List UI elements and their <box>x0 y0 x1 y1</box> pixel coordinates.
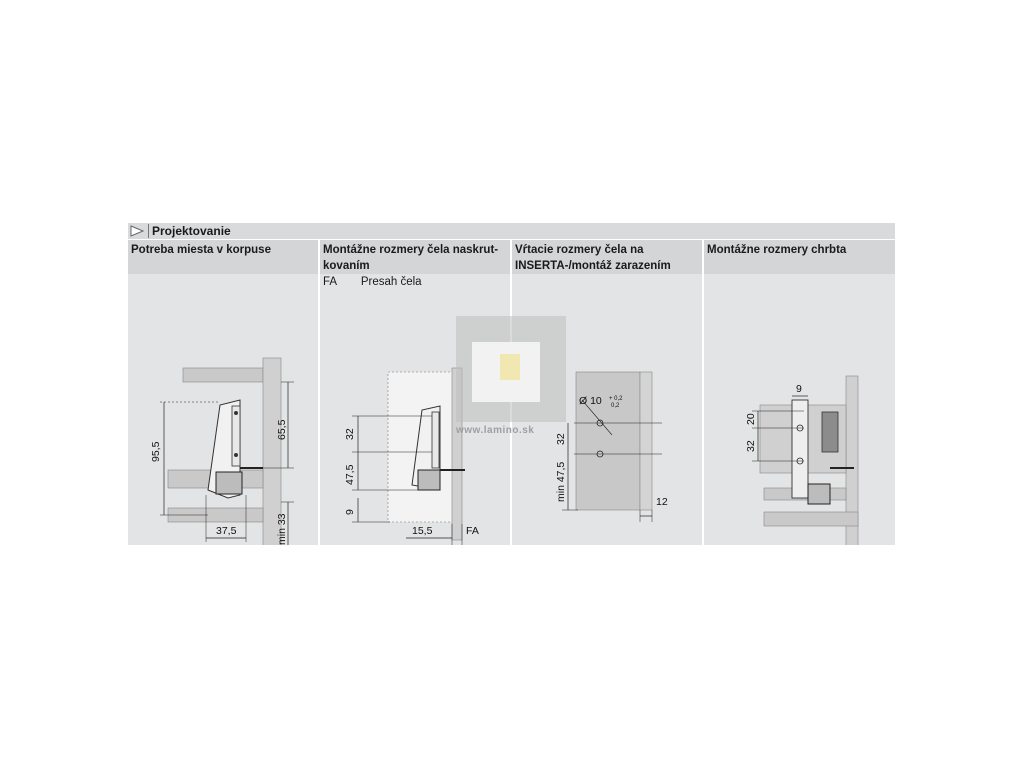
dim-32: 32 <box>555 433 567 445</box>
dim-15-5: 15,5 <box>412 525 433 537</box>
dim-9: 9 <box>796 383 802 395</box>
panel-title: Potreba miesta v korpuse <box>131 244 271 256</box>
dim-32: 32 <box>344 428 356 440</box>
legend-key: FA <box>323 276 337 288</box>
watermark-text: www.lamino.sk <box>456 425 535 436</box>
panel-space-requirement <box>128 240 318 545</box>
panel-title: Montážne rozmery chrbta <box>707 244 847 256</box>
dim-20: 20 <box>745 413 757 425</box>
dim-tolerance-bottom: 0,2 <box>611 403 620 409</box>
panel-title: Vŕtacie rozmery čela na INSERTA-/montáž zarazením <box>515 244 671 272</box>
dim-32: 32 <box>745 440 757 452</box>
dim-min-47-5: min 47,5 <box>555 461 567 502</box>
dim-47-5: 47,5 <box>344 464 356 485</box>
arrow-icon <box>130 225 144 237</box>
dim-min-33: min 33 <box>276 513 288 545</box>
dim-95-5: 95,5 <box>150 441 162 462</box>
watermark-square <box>500 354 520 380</box>
dim-9: 9 <box>344 509 356 515</box>
dim-diameter: Ø 10 <box>579 395 602 407</box>
dim-tolerance-top: + 0,2 <box>609 396 623 402</box>
back-mounting-drawing <box>704 240 895 545</box>
dim-37-5: 37,5 <box>216 525 237 537</box>
dim-12: 12 <box>656 496 668 508</box>
section-title: Projektovanie <box>148 224 231 238</box>
legend-value: Presah čela <box>360 276 422 288</box>
panel-back-mounting <box>704 240 895 545</box>
dim-65-5: 65,5 <box>276 419 288 440</box>
space-requirement-drawing <box>128 240 318 545</box>
dim-fa: FA <box>466 525 479 537</box>
watermark <box>456 316 566 422</box>
section-title-bar <box>128 223 895 239</box>
panel-title: Montážne rozmery čela naskrut- kovaním <box>323 244 499 272</box>
watermark-logo <box>472 342 540 402</box>
watermark-text-wrap <box>456 420 534 438</box>
